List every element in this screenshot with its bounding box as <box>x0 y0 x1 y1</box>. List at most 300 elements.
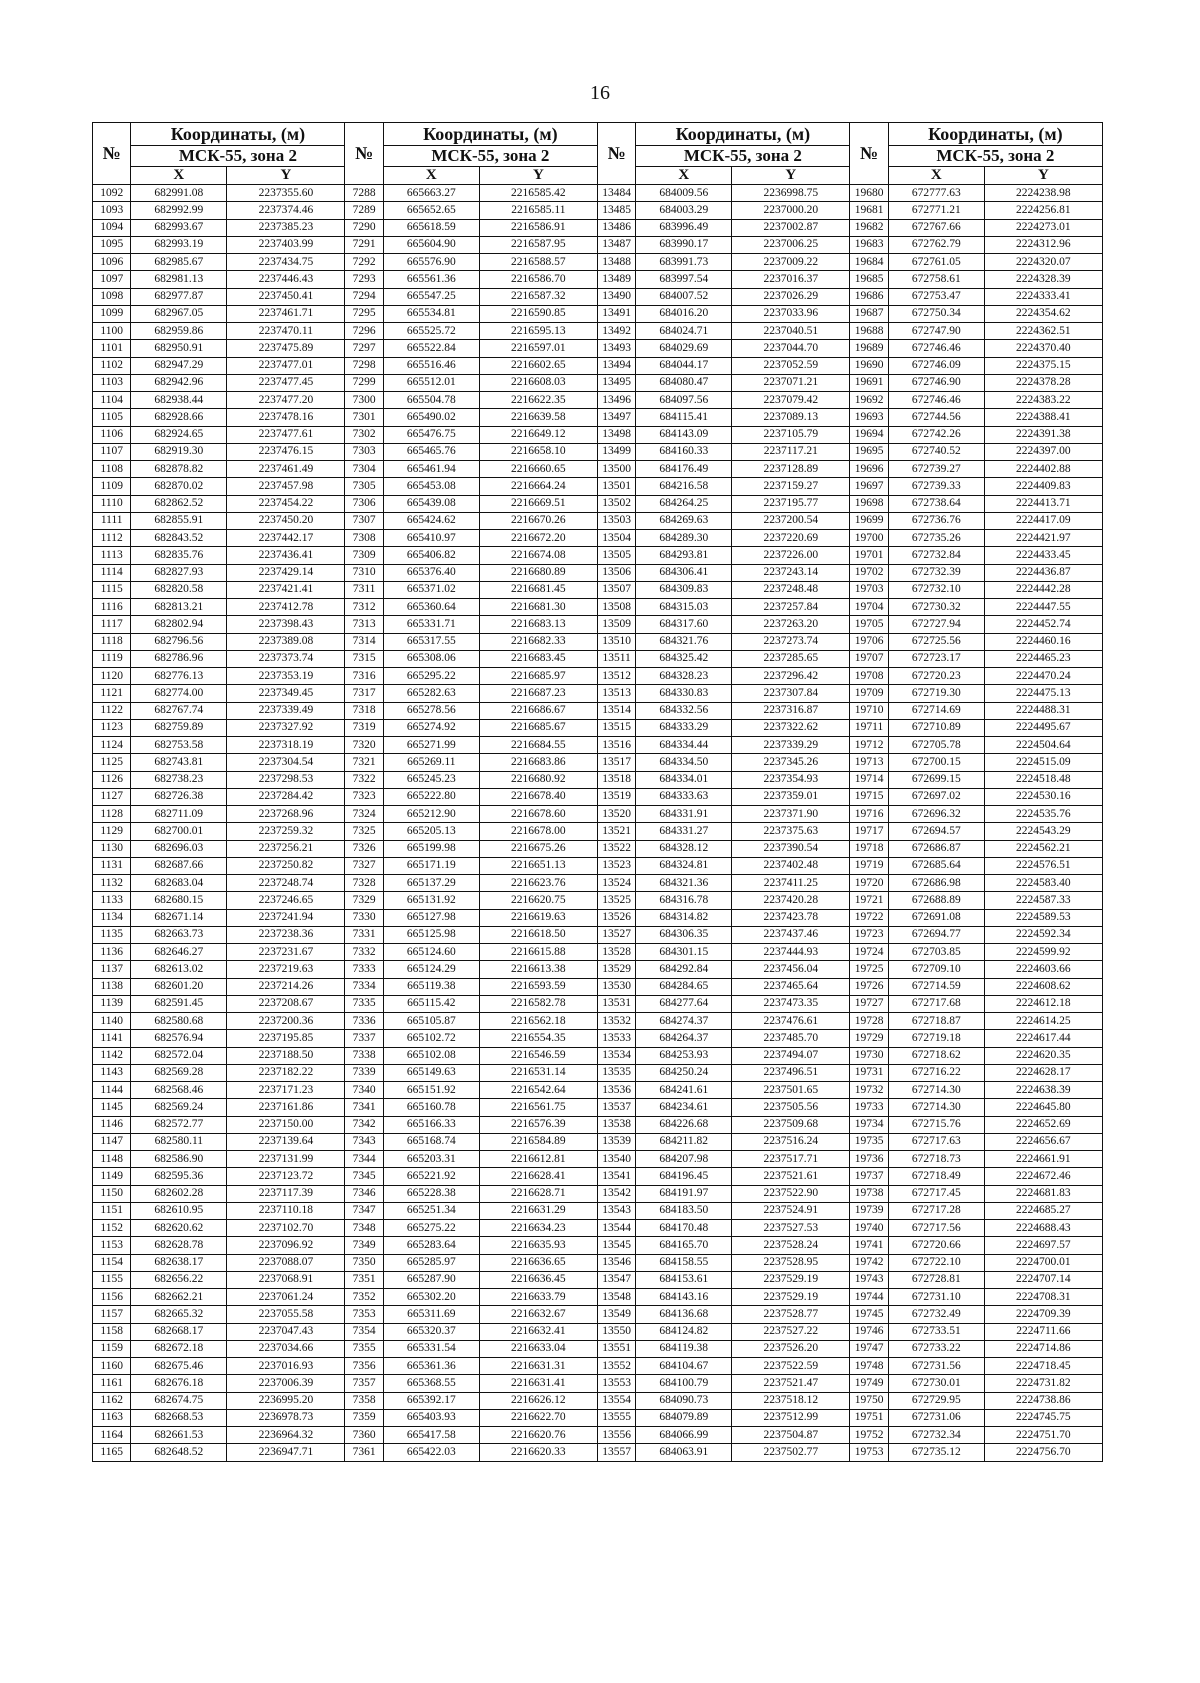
y-coordinate-cell: 2237465.64 <box>732 978 850 995</box>
point-number-cell: 7353 <box>345 1306 383 1323</box>
y-coordinate-cell: 2237529.19 <box>732 1271 850 1288</box>
y-coordinate-cell: 2237243.14 <box>732 564 850 581</box>
point-number-cell: 13549 <box>597 1306 635 1323</box>
point-number-cell: 13544 <box>597 1220 635 1237</box>
x-coordinate-cell: 682938.44 <box>131 392 227 409</box>
x-coordinate-cell: 684315.03 <box>636 599 732 616</box>
point-number-cell: 7359 <box>345 1409 383 1426</box>
x-coordinate-cell: 672686.98 <box>888 875 984 892</box>
y-coordinate-cell: 2237504.87 <box>732 1427 850 1444</box>
x-header: X <box>636 167 732 185</box>
point-number-cell: 1141 <box>93 1030 131 1047</box>
x-coordinate-cell: 672746.46 <box>888 340 984 357</box>
y-coordinate-cell: 2216628.41 <box>479 1168 597 1185</box>
x-coordinate-cell: 684143.16 <box>636 1289 732 1306</box>
table-row <box>93 909 1103 926</box>
point-number-cell: 13526 <box>597 909 635 926</box>
num-header: № <box>597 123 635 185</box>
y-coordinate-cell: 2224603.66 <box>984 961 1102 978</box>
x-coordinate-cell: 684003.29 <box>636 202 732 219</box>
point-number-cell: 7288 <box>345 185 383 202</box>
x-coordinate-cell: 683997.54 <box>636 271 732 288</box>
point-number-cell: 19737 <box>850 1168 888 1185</box>
point-number-cell: 1156 <box>93 1289 131 1306</box>
y-coordinate-cell: 2224599.92 <box>984 944 1102 961</box>
point-number-cell: 13548 <box>597 1289 635 1306</box>
y-coordinate-cell: 2237285.65 <box>732 650 850 667</box>
point-number-cell: 19684 <box>850 254 888 271</box>
table-row <box>93 633 1103 650</box>
table-row <box>93 530 1103 547</box>
x-coordinate-cell: 672715.76 <box>888 1116 984 1133</box>
y-coordinate-cell: 2216531.14 <box>479 1064 597 1081</box>
y-coordinate-cell: 2237188.50 <box>227 1047 345 1064</box>
point-number-cell: 7352 <box>345 1289 383 1306</box>
point-number-cell: 19704 <box>850 599 888 616</box>
table-row <box>93 1013 1103 1030</box>
point-number-cell: 13519 <box>597 788 635 805</box>
y-coordinate-cell: 2237359.01 <box>732 788 850 805</box>
y-coordinate-cell: 2237088.07 <box>227 1254 345 1271</box>
y-coordinate-cell: 2224612.18 <box>984 995 1102 1012</box>
table-row <box>93 616 1103 633</box>
x-coordinate-cell: 684264.37 <box>636 1030 732 1047</box>
point-number-cell: 7324 <box>345 806 383 823</box>
table-row <box>93 1289 1103 1306</box>
y-coordinate-cell: 2224391.38 <box>984 426 1102 443</box>
y-coordinate-cell: 2237476.61 <box>732 1013 850 1030</box>
x-coordinate-cell: 682576.94 <box>131 1030 227 1047</box>
y-coordinate-cell: 2224731.82 <box>984 1375 1102 1392</box>
x-coordinate-cell: 684334.44 <box>636 737 732 754</box>
x-coordinate-cell: 684325.42 <box>636 650 732 667</box>
point-number-cell: 19686 <box>850 288 888 305</box>
y-coordinate-cell: 2224688.43 <box>984 1220 1102 1237</box>
x-coordinate-cell: 682580.68 <box>131 1013 227 1030</box>
x-coordinate-cell: 672699.15 <box>888 771 984 788</box>
point-number-cell: 7321 <box>345 754 383 771</box>
point-number-cell: 7315 <box>345 650 383 667</box>
x-coordinate-cell: 684277.64 <box>636 995 732 1012</box>
y-coordinate-cell: 2237477.01 <box>227 357 345 374</box>
point-number-cell: 7316 <box>345 668 383 685</box>
x-coordinate-cell: 672730.01 <box>888 1375 984 1392</box>
point-number-cell: 7326 <box>345 840 383 857</box>
y-coordinate-cell: 2224421.97 <box>984 530 1102 547</box>
coords-header: Координаты, (м) <box>888 123 1102 146</box>
x-coordinate-cell: 672720.23 <box>888 668 984 685</box>
y-coordinate-cell: 2216585.11 <box>479 202 597 219</box>
x-coordinate-cell: 684207.98 <box>636 1151 732 1168</box>
y-coordinate-cell: 2216562.18 <box>479 1013 597 1030</box>
point-number-cell: 1126 <box>93 771 131 788</box>
x-coordinate-cell: 682827.93 <box>131 564 227 581</box>
y-coordinate-cell: 2224576.51 <box>984 857 1102 874</box>
y-coordinate-cell: 2224711.66 <box>984 1323 1102 1340</box>
point-number-cell: 1165 <box>93 1444 131 1461</box>
system-header: МСК-55, зона 2 <box>383 146 597 167</box>
point-number-cell: 19717 <box>850 823 888 840</box>
y-coordinate-cell: 2216586.70 <box>479 271 597 288</box>
point-number-cell: 19682 <box>850 219 888 236</box>
y-coordinate-cell: 2237429.14 <box>227 564 345 581</box>
x-coordinate-cell: 684100.79 <box>636 1375 732 1392</box>
y-coordinate-cell: 2224333.41 <box>984 288 1102 305</box>
point-number-cell: 1162 <box>93 1392 131 1409</box>
point-number-cell: 1153 <box>93 1237 131 1254</box>
y-coordinate-cell: 2237517.71 <box>732 1151 850 1168</box>
x-coordinate-cell: 684328.23 <box>636 668 732 685</box>
x-coordinate-cell: 684191.97 <box>636 1185 732 1202</box>
y-coordinate-cell: 2224638.39 <box>984 1082 1102 1099</box>
x-coordinate-cell: 665151.92 <box>383 1082 479 1099</box>
y-coordinate-cell: 2237473.35 <box>732 995 850 1012</box>
x-coordinate-cell: 665422.03 <box>383 1444 479 1461</box>
point-number-cell: 1105 <box>93 409 131 426</box>
y-coordinate-cell: 2216635.93 <box>479 1237 597 1254</box>
point-number-cell: 7301 <box>345 409 383 426</box>
x-coordinate-cell: 665105.87 <box>383 1013 479 1030</box>
x-coordinate-cell: 672697.02 <box>888 788 984 805</box>
x-coordinate-cell: 684331.91 <box>636 806 732 823</box>
x-coordinate-cell: 684274.37 <box>636 1013 732 1030</box>
y-coordinate-cell: 2216633.79 <box>479 1289 597 1306</box>
table-row <box>93 512 1103 529</box>
x-coordinate-cell: 682671.14 <box>131 909 227 926</box>
point-number-cell: 19750 <box>850 1392 888 1409</box>
point-number-cell: 7302 <box>345 426 383 443</box>
num-header: № <box>345 123 383 185</box>
x-coordinate-cell: 672758.61 <box>888 271 984 288</box>
x-coordinate-cell: 684289.30 <box>636 530 732 547</box>
table-row <box>93 495 1103 512</box>
y-coordinate-cell: 2237248.74 <box>227 875 345 892</box>
table-row <box>93 305 1103 322</box>
point-number-cell: 19701 <box>850 547 888 564</box>
x-coordinate-cell: 684241.61 <box>636 1082 732 1099</box>
y-coordinate-cell: 2237527.53 <box>732 1220 850 1237</box>
x-coordinate-cell: 665221.92 <box>383 1168 479 1185</box>
point-number-cell: 7340 <box>345 1082 383 1099</box>
x-coordinate-cell: 684331.27 <box>636 823 732 840</box>
y-coordinate-cell: 2216687.23 <box>479 685 597 702</box>
x-coordinate-cell: 665166.33 <box>383 1116 479 1133</box>
point-number-cell: 19680 <box>850 185 888 202</box>
num-header: № <box>850 123 888 185</box>
point-number-cell: 13505 <box>597 547 635 564</box>
y-coordinate-cell: 2237248.48 <box>732 581 850 598</box>
y-coordinate-cell: 2216678.40 <box>479 788 597 805</box>
point-number-cell: 7293 <box>345 271 383 288</box>
x-coordinate-cell: 684317.60 <box>636 616 732 633</box>
point-number-cell: 7303 <box>345 443 383 460</box>
x-coordinate-cell: 672686.87 <box>888 840 984 857</box>
x-coordinate-cell: 684293.81 <box>636 547 732 564</box>
point-number-cell: 13487 <box>597 236 635 253</box>
x-coordinate-cell: 672703.85 <box>888 944 984 961</box>
x-coordinate-cell: 682813.21 <box>131 599 227 616</box>
point-number-cell: 19739 <box>850 1202 888 1219</box>
y-coordinate-cell: 2237518.12 <box>732 1392 850 1409</box>
y-coordinate-cell: 2237016.93 <box>227 1358 345 1375</box>
y-coordinate-cell: 2216595.13 <box>479 323 597 340</box>
point-number-cell: 13500 <box>597 461 635 478</box>
y-coordinate-cell: 2237200.54 <box>732 512 850 529</box>
point-number-cell: 19695 <box>850 443 888 460</box>
point-number-cell: 13541 <box>597 1168 635 1185</box>
point-number-cell: 1125 <box>93 754 131 771</box>
x-coordinate-cell: 684196.45 <box>636 1168 732 1185</box>
point-number-cell: 1103 <box>93 374 131 391</box>
x-header: X <box>383 167 479 185</box>
y-coordinate-cell: 2216631.41 <box>479 1375 597 1392</box>
y-coordinate-cell: 2237528.24 <box>732 1237 850 1254</box>
point-number-cell: 13497 <box>597 409 635 426</box>
y-coordinate-cell: 2237371.90 <box>732 806 850 823</box>
y-coordinate-cell: 2237316.87 <box>732 702 850 719</box>
x-coordinate-cell: 684309.83 <box>636 581 732 598</box>
table-row <box>93 685 1103 702</box>
y-coordinate-cell: 2237509.68 <box>732 1116 850 1133</box>
y-coordinate-cell: 2224488.31 <box>984 702 1102 719</box>
x-coordinate-cell: 672688.89 <box>888 892 984 909</box>
x-coordinate-cell: 682835.76 <box>131 547 227 564</box>
point-number-cell: 1150 <box>93 1185 131 1202</box>
y-coordinate-cell: 2216612.81 <box>479 1151 597 1168</box>
y-coordinate-cell: 2224354.62 <box>984 305 1102 322</box>
y-coordinate-cell: 2216669.51 <box>479 495 597 512</box>
y-coordinate-cell: 2237226.00 <box>732 547 850 564</box>
point-number-cell: 19746 <box>850 1323 888 1340</box>
y-coordinate-cell: 2224700.01 <box>984 1254 1102 1271</box>
y-coordinate-cell: 2237195.85 <box>227 1030 345 1047</box>
y-coordinate-cell: 2236978.73 <box>227 1409 345 1426</box>
x-coordinate-cell: 682648.52 <box>131 1444 227 1461</box>
y-coordinate-cell: 2224328.39 <box>984 271 1102 288</box>
coords-header: Координаты, (м) <box>131 123 345 146</box>
point-number-cell: 13494 <box>597 357 635 374</box>
x-coordinate-cell: 665439.08 <box>383 495 479 512</box>
y-coordinate-cell: 2237117.21 <box>732 443 850 460</box>
x-coordinate-cell: 665271.99 <box>383 737 479 754</box>
x-coordinate-cell: 665287.90 <box>383 1271 479 1288</box>
table-row <box>93 1168 1103 1185</box>
point-number-cell: 7344 <box>345 1151 383 1168</box>
y-coordinate-cell: 2237150.00 <box>227 1116 345 1133</box>
y-coordinate-cell: 2224685.27 <box>984 1202 1102 1219</box>
x-coordinate-cell: 682665.32 <box>131 1306 227 1323</box>
y-coordinate-cell: 2224620.35 <box>984 1047 1102 1064</box>
table-row <box>93 1237 1103 1254</box>
x-coordinate-cell: 665124.60 <box>383 944 479 961</box>
y-coordinate-cell: 2224320.07 <box>984 254 1102 271</box>
x-coordinate-cell: 665465.76 <box>383 443 479 460</box>
point-number-cell: 13493 <box>597 340 635 357</box>
y-coordinate-cell: 2237521.47 <box>732 1375 850 1392</box>
x-coordinate-cell: 672718.49 <box>888 1168 984 1185</box>
point-number-cell: 7349 <box>345 1237 383 1254</box>
point-number-cell: 19734 <box>850 1116 888 1133</box>
point-number-cell: 19693 <box>850 409 888 426</box>
coordinates-body <box>93 185 1103 1462</box>
point-number-cell: 13550 <box>597 1323 635 1340</box>
point-number-cell: 1154 <box>93 1254 131 1271</box>
x-coordinate-cell: 665275.22 <box>383 1220 479 1237</box>
y-coordinate-cell: 2216680.89 <box>479 564 597 581</box>
y-coordinate-cell: 2224515.09 <box>984 754 1102 771</box>
x-coordinate-cell: 682569.28 <box>131 1064 227 1081</box>
point-number-cell: 7348 <box>345 1220 383 1237</box>
point-number-cell: 7311 <box>345 581 383 598</box>
point-number-cell: 19692 <box>850 392 888 409</box>
y-coordinate-cell: 2224672.46 <box>984 1168 1102 1185</box>
point-number-cell: 1112 <box>93 530 131 547</box>
y-coordinate-cell: 2216615.88 <box>479 944 597 961</box>
point-number-cell: 19748 <box>850 1358 888 1375</box>
x-coordinate-cell: 684183.50 <box>636 1202 732 1219</box>
y-coordinate-cell: 2224661.91 <box>984 1151 1102 1168</box>
point-number-cell: 7309 <box>345 547 383 564</box>
point-number-cell: 1113 <box>93 547 131 564</box>
y-coordinate-cell: 2237171.23 <box>227 1082 345 1099</box>
y-coordinate-cell: 2216634.23 <box>479 1220 597 1237</box>
point-number-cell: 1110 <box>93 495 131 512</box>
x-coordinate-cell: 684333.29 <box>636 719 732 736</box>
y-coordinate-cell: 2237477.20 <box>227 392 345 409</box>
table-row <box>93 288 1103 305</box>
point-number-cell: 1124 <box>93 737 131 754</box>
y-coordinate-cell: 2237061.24 <box>227 1289 345 1306</box>
y-header: Y <box>984 167 1102 185</box>
x-coordinate-cell: 665320.37 <box>383 1323 479 1340</box>
x-coordinate-cell: 682700.01 <box>131 823 227 840</box>
point-number-cell: 13547 <box>597 1271 635 1288</box>
y-coordinate-cell: 2237516.24 <box>732 1133 850 1150</box>
y-coordinate-cell: 2216623.76 <box>479 875 597 892</box>
y-coordinate-cell: 2237522.90 <box>732 1185 850 1202</box>
x-coordinate-cell: 665392.17 <box>383 1392 479 1409</box>
y-coordinate-cell: 2237398.43 <box>227 616 345 633</box>
point-number-cell: 7292 <box>345 254 383 271</box>
point-number-cell: 19724 <box>850 944 888 961</box>
y-coordinate-cell: 2237420.28 <box>732 892 850 909</box>
y-coordinate-cell: 2216626.12 <box>479 1392 597 1409</box>
x-coordinate-cell: 672718.73 <box>888 1151 984 1168</box>
y-coordinate-cell: 2216618.50 <box>479 926 597 943</box>
point-number-cell: 13484 <box>597 185 635 202</box>
y-coordinate-cell: 2216685.67 <box>479 719 597 736</box>
y-coordinate-cell: 2237390.54 <box>732 840 850 857</box>
y-coordinate-cell: 2237250.82 <box>227 857 345 874</box>
point-number-cell: 13512 <box>597 668 635 685</box>
table-row <box>93 1133 1103 1150</box>
y-coordinate-cell: 2216620.76 <box>479 1427 597 1444</box>
y-coordinate-cell: 2237528.95 <box>732 1254 850 1271</box>
point-number-cell: 19699 <box>850 512 888 529</box>
point-number-cell: 13536 <box>597 1082 635 1099</box>
x-coordinate-cell: 682638.17 <box>131 1254 227 1271</box>
point-number-cell: 1095 <box>93 236 131 253</box>
y-coordinate-cell: 2237339.49 <box>227 702 345 719</box>
point-number-cell: 19700 <box>850 530 888 547</box>
point-number-cell: 7297 <box>345 340 383 357</box>
point-number-cell: 7298 <box>345 357 383 374</box>
x-coordinate-cell: 682595.36 <box>131 1168 227 1185</box>
y-coordinate-cell: 2236998.75 <box>732 185 850 202</box>
point-number-cell: 7356 <box>345 1358 383 1375</box>
x-coordinate-cell: 672732.84 <box>888 547 984 564</box>
table-row <box>93 875 1103 892</box>
page-number: 16 <box>590 82 610 104</box>
x-coordinate-cell: 672747.90 <box>888 323 984 340</box>
table-row <box>93 547 1103 564</box>
point-number-cell: 7337 <box>345 1030 383 1047</box>
x-coordinate-cell: 672696.32 <box>888 806 984 823</box>
y-coordinate-cell: 2216586.91 <box>479 219 597 236</box>
x-coordinate-cell: 665171.19 <box>383 857 479 874</box>
point-number-cell: 1161 <box>93 1375 131 1392</box>
x-coordinate-cell: 665331.54 <box>383 1340 479 1357</box>
y-coordinate-cell: 2237521.61 <box>732 1168 850 1185</box>
x-coordinate-cell: 684066.99 <box>636 1427 732 1444</box>
table-row <box>93 1427 1103 1444</box>
y-coordinate-cell: 2237033.96 <box>732 305 850 322</box>
y-coordinate-cell: 2237457.98 <box>227 478 345 495</box>
point-number-cell: 1106 <box>93 426 131 443</box>
point-number-cell: 7290 <box>345 219 383 236</box>
y-coordinate-cell: 2237220.69 <box>732 530 850 547</box>
point-number-cell: 1132 <box>93 875 131 892</box>
point-number-cell: 13502 <box>597 495 635 512</box>
point-number-cell: 13516 <box>597 737 635 754</box>
x-coordinate-cell: 672717.28 <box>888 1202 984 1219</box>
y-coordinate-cell: 2237526.20 <box>732 1340 850 1357</box>
x-coordinate-cell: 665561.36 <box>383 271 479 288</box>
point-number-cell: 7355 <box>345 1340 383 1357</box>
x-coordinate-cell: 665360.64 <box>383 599 479 616</box>
x-coordinate-cell: 672732.39 <box>888 564 984 581</box>
point-number-cell: 13532 <box>597 1013 635 1030</box>
y-coordinate-cell: 2237219.63 <box>227 961 345 978</box>
point-number-cell: 13539 <box>597 1133 635 1150</box>
point-number-cell: 7341 <box>345 1099 383 1116</box>
point-number-cell: 19751 <box>850 1409 888 1426</box>
y-coordinate-cell: 2224535.76 <box>984 806 1102 823</box>
x-coordinate-cell: 672735.26 <box>888 530 984 547</box>
y-coordinate-cell: 2224617.44 <box>984 1030 1102 1047</box>
table-row <box>93 1220 1103 1237</box>
point-number-cell: 13552 <box>597 1358 635 1375</box>
point-number-cell: 19725 <box>850 961 888 978</box>
point-number-cell: 1096 <box>93 254 131 271</box>
y-coordinate-cell: 2237040.51 <box>732 323 850 340</box>
point-number-cell: 7338 <box>345 1047 383 1064</box>
point-number-cell: 19714 <box>850 771 888 788</box>
x-coordinate-cell: 665131.92 <box>383 892 479 909</box>
point-number-cell: 19703 <box>850 581 888 598</box>
x-coordinate-cell: 672731.56 <box>888 1358 984 1375</box>
y-coordinate-cell: 2216587.95 <box>479 236 597 253</box>
x-coordinate-cell: 665308.06 <box>383 650 479 667</box>
x-coordinate-cell: 672733.51 <box>888 1323 984 1340</box>
point-number-cell: 7361 <box>345 1444 383 1461</box>
table-row <box>93 995 1103 1012</box>
y-header: Y <box>479 167 597 185</box>
y-coordinate-cell: 2224452.74 <box>984 616 1102 633</box>
y-coordinate-cell: 2237298.53 <box>227 771 345 788</box>
y-coordinate-cell: 2237131.99 <box>227 1151 345 1168</box>
y-coordinate-cell: 2237446.43 <box>227 271 345 288</box>
